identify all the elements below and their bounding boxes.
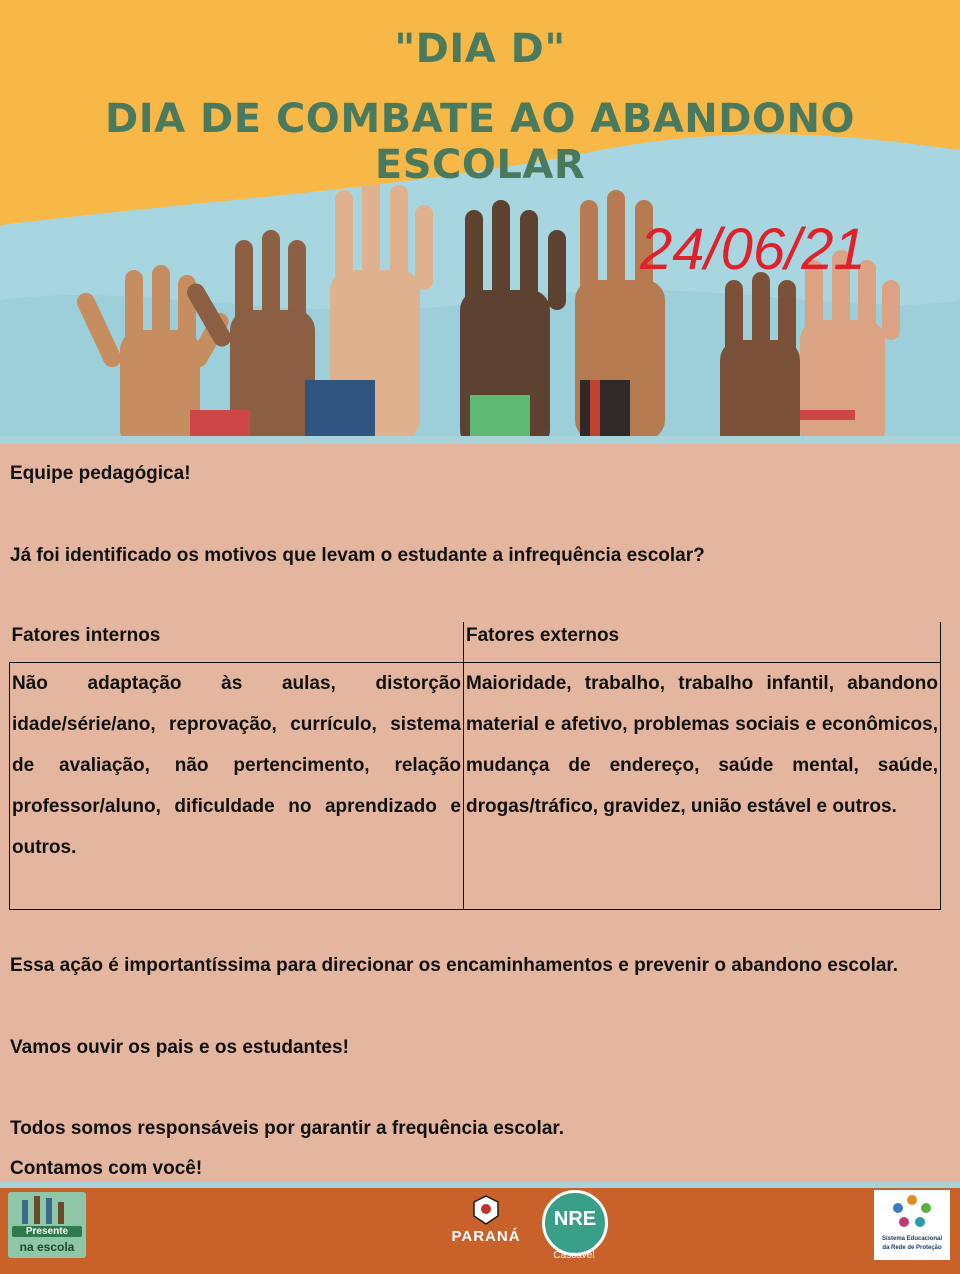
external-factors-header: Fatores externos	[464, 622, 941, 663]
listen-text: Vamos ouvir os pais e os estudantes!	[10, 1037, 349, 1058]
people-circle-icon	[874, 1190, 950, 1236]
title-line-2: DIA DE COMBATE AO ABANDONO ESCOLAR	[105, 96, 855, 188]
parana-label: PARANÁ	[451, 1228, 521, 1245]
cascavel-label: Cascavel	[553, 1250, 595, 1261]
title-line-1: "DIA D"	[394, 26, 566, 72]
nre-label: NRE	[553, 1208, 597, 1230]
footer-logos	[0, 1188, 960, 1274]
rede-label-line2: da Rede de Proteção	[882, 1245, 942, 1251]
rede-label-line1: Sistema Educacional	[881, 1236, 943, 1242]
greeting-text: Equipe pedagógica!	[10, 463, 191, 484]
header-banner	[0, 0, 960, 440]
presente-na-escola-logo	[8, 1192, 86, 1258]
divider-strip-top	[0, 436, 960, 444]
table-row	[10, 663, 941, 910]
question-text: Já foi identificado os motivos que levam o estudante a infrequência escolar?	[10, 545, 705, 566]
event-date: 24/06/21	[640, 217, 866, 282]
na-escola-label: na escola	[19, 1240, 75, 1254]
nre-cascavel-logo	[540, 1188, 608, 1262]
parana-coat-of-arms-icon	[446, 1192, 526, 1226]
responsible-text: Todos somos responsáveis por garantir a frequência escolar.	[10, 1118, 565, 1139]
factors-table	[9, 622, 941, 910]
parana-logo	[446, 1192, 526, 1258]
table-header-row	[10, 622, 941, 663]
importance-text: Essa ação é importantíssima para direcionar os encaminhamentos e prevenir o abandono escolar.	[10, 955, 899, 976]
presente-label: Presente	[12, 1226, 82, 1237]
internal-factors-text: Não adaptação às aulas, distorção idade/série/ano, reprovação, currículo, sistema de avaliação, não pertencimento, relação professor/aluno, dificuldade no aprendizado e outros.	[10, 663, 464, 910]
count-on-text: Contamos com você!	[10, 1158, 203, 1179]
rede-protecao-logo	[874, 1190, 950, 1260]
external-factors-text: Maioridade, trabalho, trabalho infantil, abandono material e afetivo, problemas sociais e econômicos, mudança de endereço, saúde mental, saúde, drogas/tráfico, gravidez, união estável e outros.	[464, 663, 941, 910]
internal-factors-header: Fatores internos	[10, 622, 464, 663]
